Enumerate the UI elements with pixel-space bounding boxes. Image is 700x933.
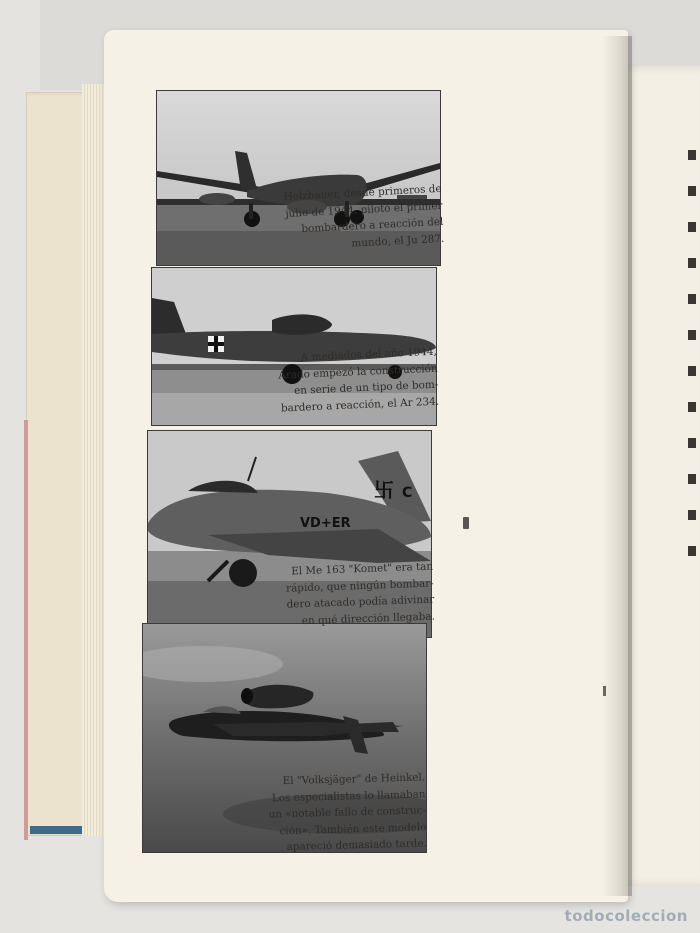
page-edge-mark: [603, 686, 606, 696]
cover-edge-red: [24, 420, 28, 840]
page-ink-mark: [463, 517, 469, 529]
caption-holzbauer: Holzbauer, desde primeros de julio de 1944, pilotó el primer bombardero a reacción del mundo, el Ju 287.: [283, 182, 445, 250]
caption-volksjager: El "Volksjäger" de Heinkel. Los especialistas lo llamaban un «notable fallo de construc- ción». También este modelo apareció demasiado tarde.: [268, 771, 427, 854]
page-gutter-shadow: [602, 36, 632, 896]
komet-code-marking: VD+ER: [300, 516, 351, 531]
watermark-logo: todocoleccion: [564, 907, 688, 925]
right-page-text-fragments: [688, 150, 700, 570]
caption-arado: A mediados del año 1944, Arado empezó la construcción en serie de un tipo de bom- bardero a reacción, el Ar 234.: [278, 345, 440, 415]
caption-komet: El Me 163 "Komet" era tan rápido, que ningún bombar- dero atacado podía adivinar en qué dirección llegaba.: [285, 560, 436, 627]
svg-text:卐: 卐: [374, 478, 394, 502]
svg-text:C: C: [402, 485, 413, 501]
